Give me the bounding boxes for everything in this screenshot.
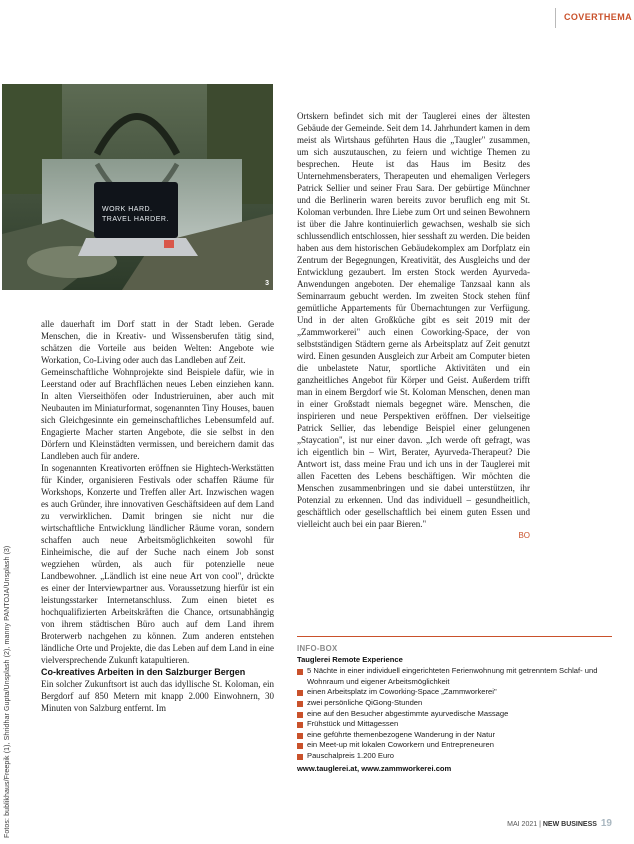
paragraph: Ortskern befindet sich mit der Tauglerei eines der ältesten Gebäude der Gemeinde. Seit dem 14. Jahrhundert kamen in dem meist als Wirtshaus geführten Haus die „Taugler" zusammen, um sich auszutauschen, zu feiern und wichtige Themen zu besprechen. Heute ist das Haus im Besitz des Unternehmensberaters, Therapeuten und ehemaligen Verlegers Patrick Sellier und seiner Frau Sara. Der gebürtige Münchner und die Berlinerin waren bereits zuvor beruflich eng mit St. Koloman verbunden. Ihre Liebe zum Ort und seinen Bewohnern ist über die Jahre kontinuierlich gewachsen, weshalb sie sich schlussendlich entschlossen, hier sesshaft zu werden. Die beiden haben aus dem historischen Gebäudekomplex am Dorfplatz ein Zentrum der Begegnungen, Kreativität, des Ausgleichs und der Entwicklung gezaubert. Im ersten Stock werden Ayurveda-Anwendungen angeboten. Der ehemalige Tanzsaal kann als Seminarraum gebucht werden. Im zweiten Stock stehen fünf gemütliche Appartements für Übernachtungen zur Verfügung. Und in der alten Großküche gibt es seit 2019 mit der „Zammworkerei" auch einen Coworking-Space, der von selbstständigen Städtern gerne als Arbeitsplatz auf Zeit genutzt wird. Einen gesunden Ausgleich zur Arbeit am Computer bieten die unbelastete Natur, sportliche Aktivitäten und ein ganzheitliches Angebot für Körper und Geist. Außerdem trifft man in einem Bergdorf wie St. Koloman Menschen, denen man in einer Großstadt niemals begegnet wäre. Menschen, die inspirieren und neue Perspektiven eröffnen. Der vielseitige Patrick Sellier, das lebendige Beispiel einer gelungenen „Staycation", ist nur einer davon. „Ich werde oft gefragt, was ich eigentlich bin – Wirt, Berater, Ayurveda-Therapeut? Die Antwort ist, dass meine Frau und ich uns in der Tauglerei mit allen Facetten des Lebens beschäftigen. Wir möchten die Menschen zusammenbringen und sie dabei unterstützen, ihr Potenzial zu erkennen. Und das individuell – gesundheitlich, geschäftlich oder gesellschaftlich bei einem guten Essen und vielleicht auch bei ein paar Bieren.": [297, 111, 530, 529]
laptop-keyboard: [78, 238, 198, 256]
list-item: ein Meet-up mit lokalen Coworkern und Entrepreneuren: [297, 740, 612, 751]
photo-number: 3: [265, 280, 269, 287]
author-signature: BO: [518, 531, 530, 540]
paragraph: alle dauerhaft im Dorf statt in der Stadt leben. Gerade Menschen, die in Kreativ- und Wissensberufen tätig sind, schätzen die Vorteile aus beiden Welten: Angebote wie Workation, Co-Living oder auch das Landleben auf Zeit.: [41, 319, 274, 365]
issue-date: MAI 2021: [507, 821, 538, 828]
footer-separator: |: [539, 821, 541, 828]
article-column-left: [41, 318, 274, 714]
page-number: 19: [600, 818, 612, 829]
list-item: 5 Nächte in einer individuell eingerichteten Ferienwohnung mit getrenntem Schlaf- und Wohnraum und eigener Arbeitsmöglichkeit: [297, 666, 612, 687]
list-item: eine geführte themenbezogene Wanderung in der Natur: [297, 730, 612, 741]
page-footer: [507, 818, 612, 829]
paragraph: In sogenannten Kreativorten eröffnen sie Hightech-Werkstätten für Kinder, organisieren Festivals oder schaffen Räume für Workshops, Konzerte und Treffen aller Art. Inzwischen wagen es auch Gründer, ihre innovativen Geschäftsideen auf dem Land zu verwirklichen. Damit bringen sie nicht nur die wirtschaftliche Entwicklung ländlicher Räume voran, sondern schaffen auch neue Arbeitsmöglichkeiten sowohl für Einheimische, die auf der Suche nach einem Job sonst wegziehen würden, als auch für potenzielle neue Landbewohner. „Ländlich ist eine neue Art von cool", drückte es einer der Interviewpartner aus. Voraussetzung hierfür ist ein leistungsstarker Internetanschluss. Zum einen bietet es hochqualifizierten Arbeitskräften die Chance, ortsunabhängig von ihrem städtischen Büro auch auf dem Land ihrem Broterwerb nachgehen zu können. Zum anderen entstehen ländliche Orte und Projekte, die das Leben auf dem Land in eine vielversprechende Zukunft katapultieren.: [41, 463, 274, 665]
section-label: COVERTHEMA: [564, 12, 633, 22]
section-header: [555, 8, 634, 28]
list-item: einen Arbeitsplatz im Coworking-Space „Zammworkerei": [297, 687, 612, 698]
list-item: Frühstück und Mittagessen: [297, 719, 612, 730]
laptop-text-1: WORK HARD.: [102, 206, 153, 213]
info-box: [297, 636, 612, 774]
photo-illustration: [2, 84, 273, 290]
info-box-list: [297, 666, 612, 761]
list-item: zwei persönliche QiGong-Stunden: [297, 698, 612, 709]
laptop-text-2: TRAVEL HARDER.: [102, 216, 169, 223]
list-item: Pauschalpreis 1.200 Euro: [297, 751, 612, 762]
magazine-name: NEW BUSINESS: [542, 821, 597, 828]
info-box-label: INFO-BOX: [297, 644, 338, 653]
lead-photo: [2, 84, 273, 290]
paragraph: Ein solcher Zukunftsort ist auch das idyllische St. Koloman, ein Bergdorf auf 850 Metern mit knapp 2.000 Einwohnern, 30 Minuten von Salzburg entfernt. Im: [41, 679, 274, 713]
paragraph: Gemeinschaftliche Wohnprojekte sind Beispiele dafür, wie in Leerstand oder auf Brachflächen neues Leben einziehen kann. In alten Vierseithöfen oder Industrieruinen, aber auch mit Neubauten im Miniaturformat, sogenannten Tiny Houses, bauen sich Gleichgesinnte ein gemeinschaftliches Lebensumfeld auf. Engagierte Macher starten Angebote, die sie selbst in den Dörfern und Kleinstädten vermissen, und bereichern damit das Landleben auch für andere.: [41, 367, 274, 461]
subheading: Co-kreatives Arbeiten in den Salzburger Bergen: [41, 667, 246, 677]
list-item: eine auf den Besucher abgestimmte ayurvedische Massage: [297, 709, 612, 720]
article-column-right: [297, 110, 530, 542]
info-box-links[interactable]: www.tauglerei.at, www.zammworkerei.com: [297, 763, 452, 773]
info-box-title: Tauglerei Remote Experience: [297, 654, 403, 664]
photo-credit: Fotos: bublikhaus/Freepik (1), Shridhar Gupta/Unsplash (2), manny PANTOJA/Unsplash (3): [4, 545, 11, 838]
